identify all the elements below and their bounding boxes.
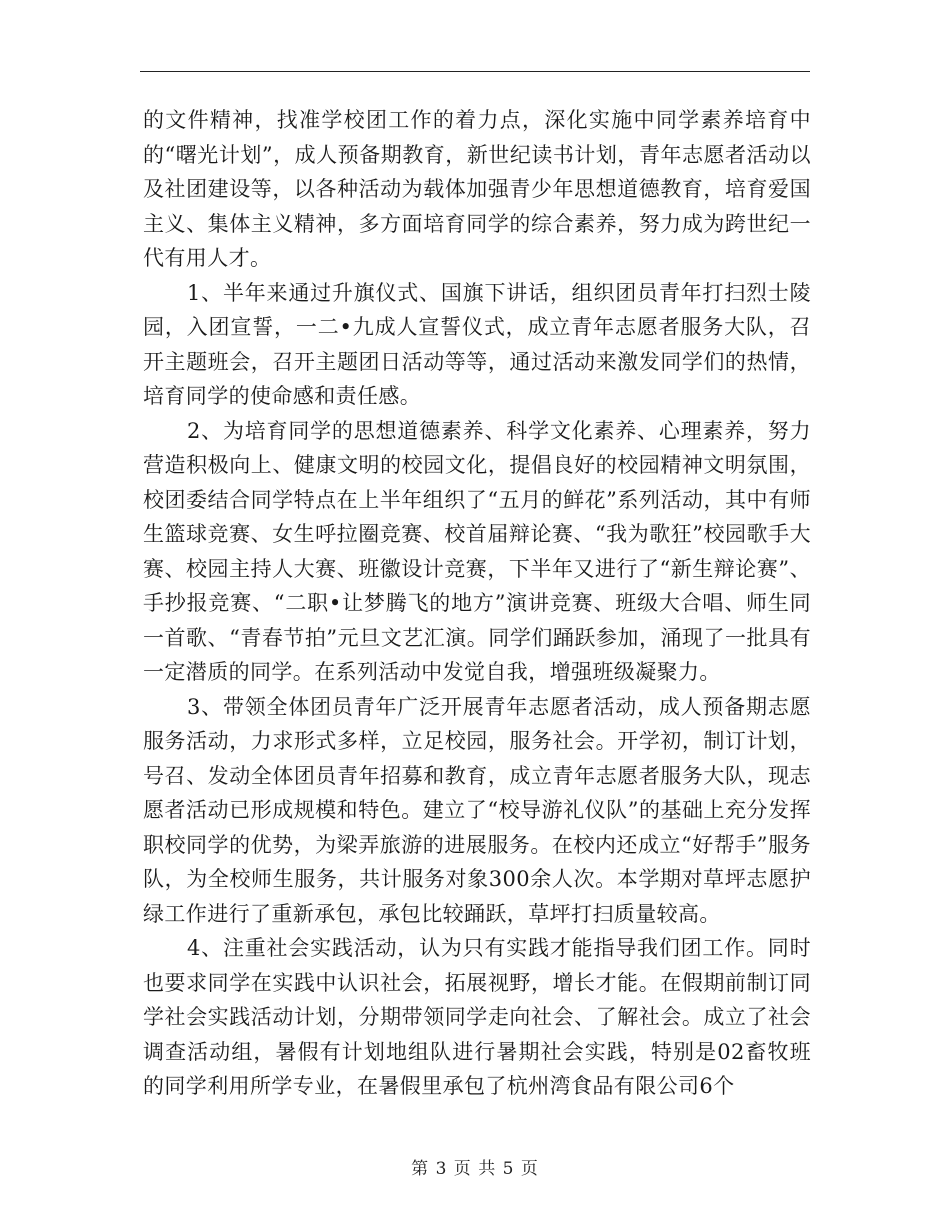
document-body: [143, 103, 811, 1104]
paragraph-item-2: 2、为培育同学的思想道德素养、科学文化素养、心理素养，努力营造积极向上、健康文明的校园文化，提倡良好的校园精神文明氛围，校团委结合同学特点在上半年组织了“五月的鲜花”系列活动，其中有师生篮球竞赛、女生呼拉圈竞赛、校首届辩论赛、“我为歌狂”校园歌手大赛、校园主持人大赛、班徽设计竞赛，下半年又进行了“新生辩论赛”、手抄报竞赛、“二职•让梦腾飞的地方”演讲竞赛、班级大合唱、师生同一首歌、“青春节拍”元旦文艺汇演。同学们踊跃参加，涌现了一批具有一定潜质的同学。在系列活动中发觉自我，增强班级凝聚力。: [143, 418, 811, 684]
page-footer: 第 3 页 共 5 页: [411, 1159, 539, 1179]
paragraph-item-3: 3、带领全体团员青年广泛开展青年志愿者活动，成人预备期志愿服务活动，力求形式多样，立足校园，服务社会。开学初，制订计划，号召、发动全体团员青年招募和教育，成立青年志愿者服务大队，现志愿者活动已形成规模和特色。建立了“校导游礼仪队”的基础上充分发挥职校同学的优势，为梁弄旅游的进展服务。在校内还成立“好帮手”服务队，为全校师生服务，共计服务对象300余人次。本学期对草坪志愿护绿工作进行了重新承包，承包比较踊跃，草坪打扫质量较高。: [143, 694, 811, 926]
paragraph-item-1: 1、半年来通过升旗仪式、国旗下讲话，组织团员青年打扫烈士陵园，入团宣誓，一二•九成人宣誓仪式，成立青年志愿者服务大队，召开主题班会，召开主题团日活动等等，通过活动来激发同学们的热情，培育同学的使命感和责任感。: [143, 280, 811, 408]
paragraph-continuation: 的文件精神，找准学校团工作的着力点，深化实施中同学素养培育中的“曙光计划”，成人预备期教育，新世纪读书计划，青年志愿者活动以及社团建设等，以各种活动为载体加强青少年思想道德教育，培育爱国主义、集体主义精神，多方面培育同学的综合素养，努力成为跨世纪一代有用人才。: [143, 108, 811, 270]
header-rule: [140, 71, 810, 72]
paragraph-item-4: 4、注重社会实践活动，认为只有实践才能指导我们团工作。同时也要求同学在实践中认识社会，拓展视野，增长才能。在假期前制订同学社会实践活动计划，分期带领同学走向社会、了解社会。成立了社会调查活动组，暑假有计划地组队进行暑期社会实践，特别是02畜牧班的同学利用所学专业，在暑假里承包了杭州湾食品有限公司6个: [143, 936, 811, 1098]
